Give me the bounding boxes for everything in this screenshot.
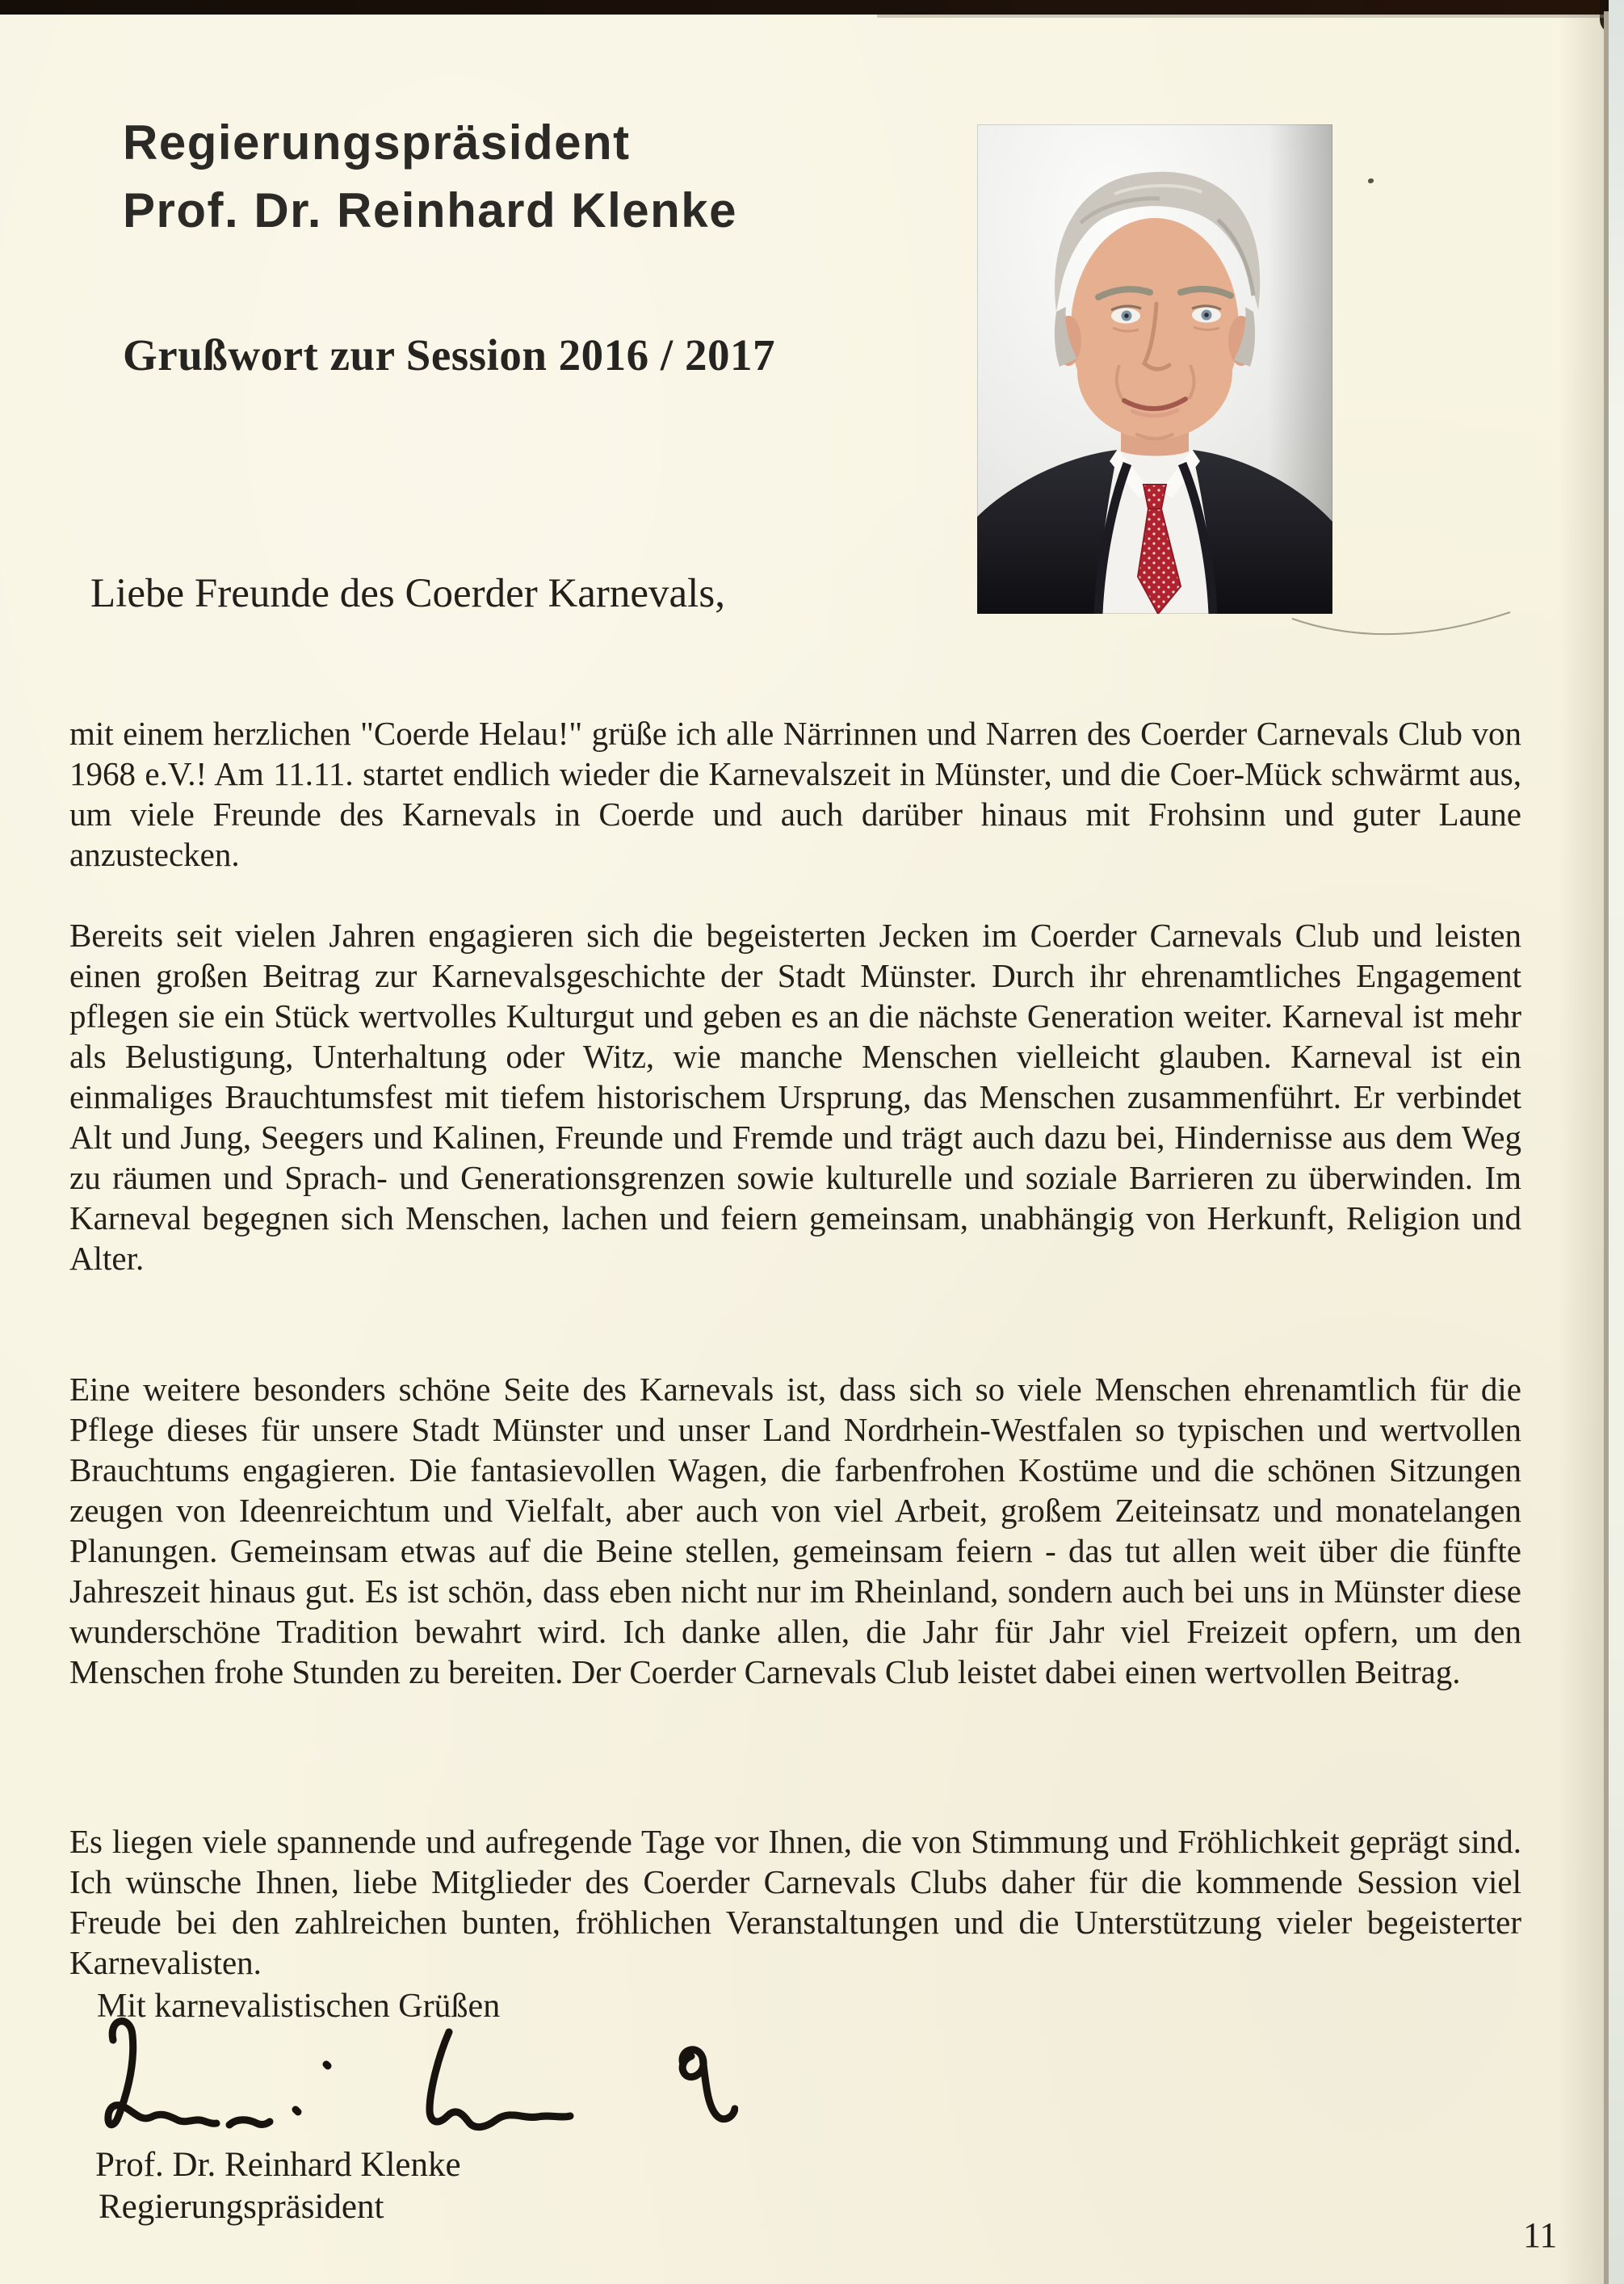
- portrait-photo-image: [977, 124, 1332, 614]
- page-edge-shadow: [1559, 15, 1605, 2284]
- signature-image: [84, 2011, 738, 2148]
- header-office-line: Regierungspräsident: [123, 115, 631, 170]
- body-paragraph-2: Bereits seit vielen Jahren engagieren sich die begeisterten Jecken im Coerder Carnevals Club und leisten einen großen Beitrag zur Karnevalsgeschichte der Stadt Münster. Durch ihr ehrenamtliches Engagement pflegen sie ein Stück wertvolles Kulturgut und geben es an die nächste Generation weiter. Karneval ist mehr als Belustigung, Unterhaltung oder Witz, wie manche Menschen vielleicht glauben. Karneval ist ein einmaliges Brauchtumsfest mit tiefem historischem Ursprung, das Menschen zusammenführt. Er verbindet Alt und Jung, Seegers und Kalinen, Freunde und Fremde und trägt auch dazu bei, Hindernisse aus dem Weg zu räumen und Sprach- und Generationsgrenzen sowie kulturelle und soziale Barrieren zu überwinden. Im Karneval begegnen sich Menschen, lachen und feiern gemeinsam, unabhängig von Herkunft, Religion und Alter.: [69, 917, 1521, 1277]
- salutation: Liebe Freunde des Coerder Karnevals,: [90, 571, 725, 616]
- body-paragraph-1: mit einem herzlichen "Coerde Helau!" grüße ich alle Närrinnen und Narren des Coerder Carnevals Club von 1968 e.V.! Am 11.11. startet endlich wieder die Karnevalszeit in Münster, und die Coer-Mück schwärmt aus, um viele Freunde des Karnevals in Coerde und auch darüber hinaus mit Frohsinn und guter Laune anzustecken.: [69, 715, 1521, 873]
- scan-top-shadow: [877, 15, 1604, 18]
- signer-name: Prof. Dr. Reinhard Klenke: [95, 2146, 461, 2184]
- body-paragraph-4: Es liegen viele spannende und aufregende Tage vor Ihnen, die von Stimmung und Fröhlichkeit geprägt sind. Ich wünsche Ihnen, liebe Mitglieder des Coerder Carnevals Clubs daher für die kommende Session viel Freude bei den zahlreichen bunten, fröhlichen Veranstaltungen und die Unterstützung vieler begeisterter Karnevalisten.: [69, 1823, 1521, 1981]
- greeting-title: Grußwort zur Session 2016 / 2017: [123, 330, 775, 380]
- page-number: 11: [1523, 2215, 1558, 2255]
- header-name-line: Prof. Dr. Reinhard Klenke: [123, 183, 738, 237]
- scan-top-edge: [0, 0, 1624, 15]
- closing-line: Mit karnevalistischen Grüßen: [97, 1988, 501, 2025]
- scan-speck: [1368, 178, 1374, 183]
- body-paragraph-3: Eine weitere besonders schöne Seite des Karnevals ist, dass sich so viele Menschen ehrenamtlich für die Pflege dieses für unsere Stadt Münster und unser Land Nordrhein-Westfalen so typischen und wertvollen Brauchtums engagieren. Die fantasievollen Wagen, die farbenfrohen Kostüme und die schönen Sitzungen zeugen von Ideenreichtum und Vielfalt, aber auch von viel Arbeit, großem Zeiteinsatz und monatelangen Planungen. Gemeinsam etwas auf die Beine stellen, gemeinsam feiern - das tut allen weit über die fünfte Jahreszeit hinaus gut. Es ist schön, dass eben nicht nur im Rheinland, sondern auch bei uns in Münster diese wunderschöne Tradition bewahrt wird. Ich danke allen, die Jahr für Jahr viel Freizeit opfern, um den Menschen frohe Stunden zu bereiten. Der Coerder Carnevals Club leistet dabei einen wertvollen Beitrag.: [69, 1371, 1521, 1690]
- signer-title: Regierungspräsident: [99, 2188, 384, 2226]
- portrait-photo: [977, 124, 1332, 614]
- next-page-edge: [1609, 0, 1624, 2284]
